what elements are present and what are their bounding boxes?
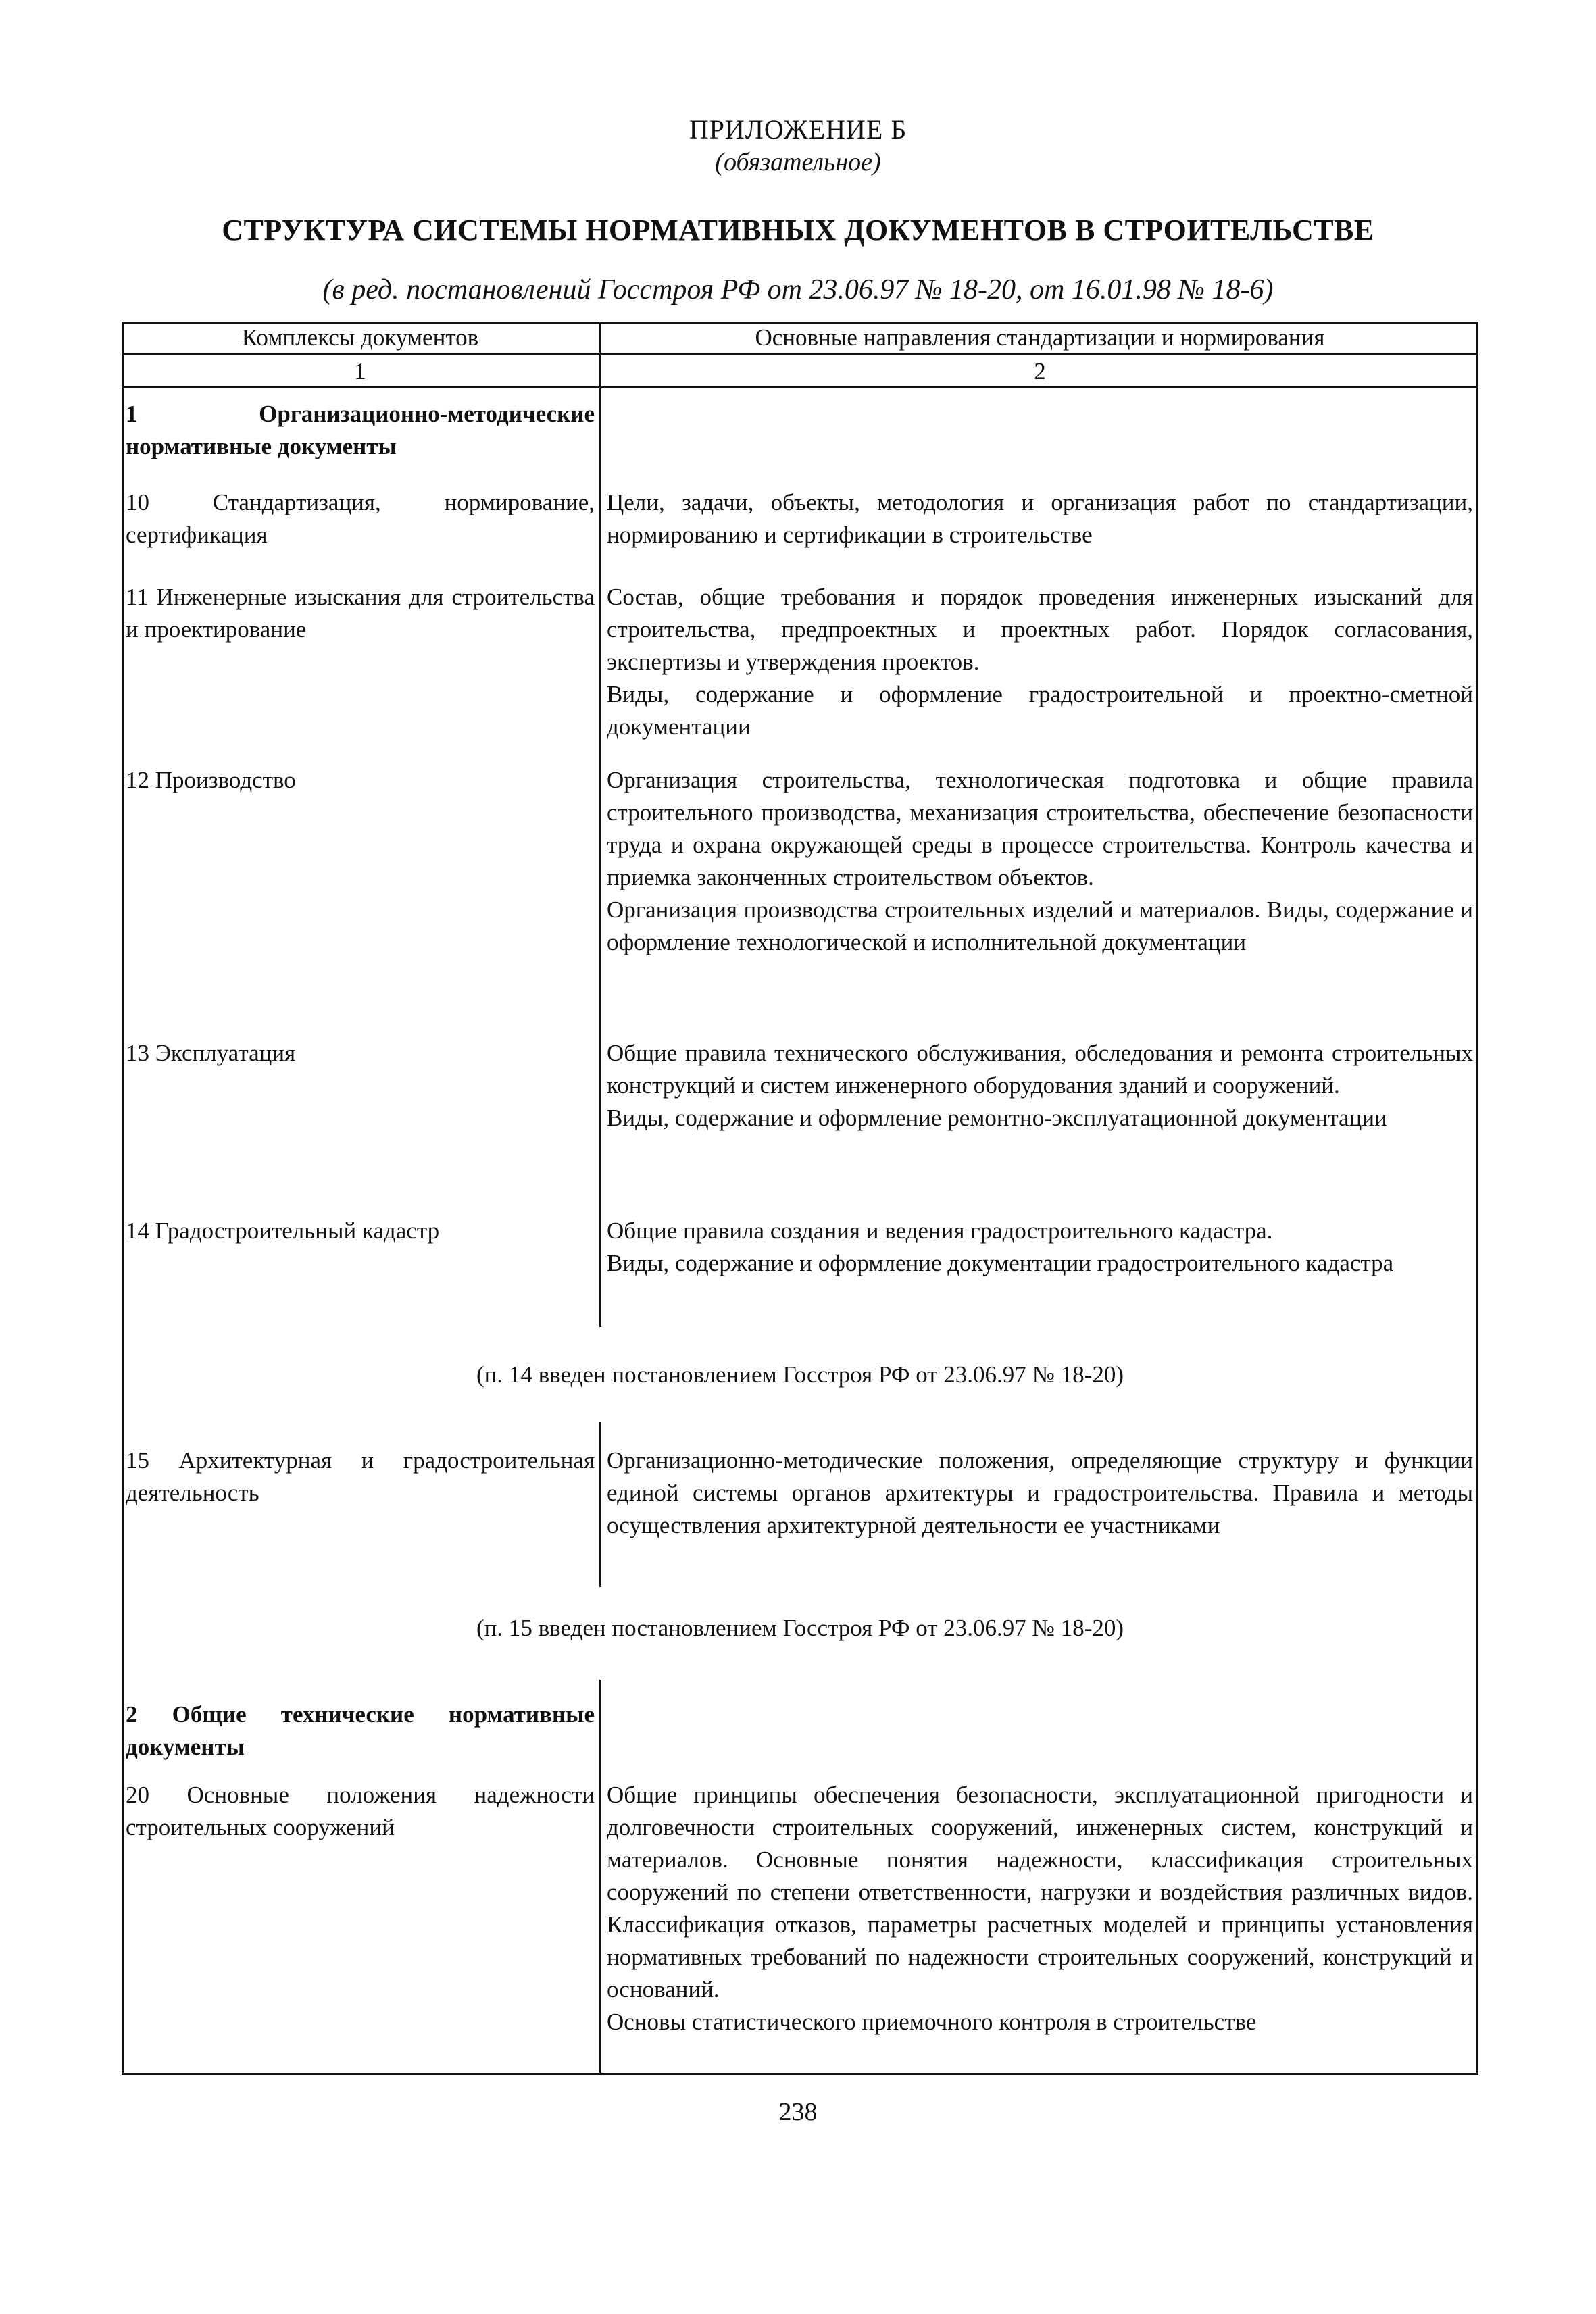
page-title: СТРУКТУРА СИСТЕМЫ НОРМАТИВНЫХ ДОКУМЕНТОВ В СТРОИТЕЛЬСТВЕ — [222, 213, 1374, 247]
section-heading-2: 2 Общие технические нормативные документы — [126, 1701, 595, 1760]
page-number: 238 — [778, 2098, 818, 2126]
table-row-complex: 10 Стандартизация, нормирование, сертификация — [126, 489, 595, 548]
section-heading-1: 1 Организационно-методические нормативные документы — [126, 401, 595, 459]
table-row-complex: 15 Архитектурная и градостроительная деятельность — [126, 1447, 595, 1506]
column-number-2: 2 — [1034, 358, 1046, 384]
column-divider — [599, 1680, 601, 2075]
table-row-complex: 20 Основные положения надежности строительных сооружений — [126, 1782, 595, 1840]
table-row-directions: Общие правила технического обслуживания, обследования и ремонта строительных конструкций и систем инженерного оборудования зданий и сооружений. Виды, содержание и оформление ремонтно-эксплуатационной документации — [607, 1040, 1473, 1131]
table-row-complex: 12 Производство — [126, 767, 296, 793]
table-row-directions: Состав, общие требования и порядок проведения инженерных изысканий для строительства, предпроектных и проектных работ. Порядок согласования, экспертизы и утверждения проектов. Виды, содержание и оформление градостроительной и проектно-сметной документации — [607, 584, 1473, 740]
column-header-complexes: Комплексы документов — [241, 324, 479, 351]
table-row-complex: 14 Градостроительный кадастр — [126, 1217, 440, 1244]
column-divider — [599, 1422, 601, 1587]
mandatory-label: (обязательное) — [715, 148, 881, 176]
amendment-note: (п. 14 введен постановлением Госстроя РФ от 23.06.97 № 18-20) — [476, 1361, 1124, 1388]
appendix-label: ПРИЛОЖЕНИЕ Б — [689, 114, 907, 145]
table-row-directions: Общие принципы обеспечения безопасности, эксплуатационной пригодности и долговечности строительных сооружений, инженерных систем, конструкций и материалов. Основные понятия надежности, классификация строительных сооружений по степени ответственности, нагрузки и воздействия различных видов. Классификация отказов, параметры расчетных моделей и принципы установления нормативных требований по надежности строительных сооружений, конструкций и оснований. Основы статистического приемочного контроля в строительстве — [607, 1782, 1473, 2035]
table-row-directions: Общие правила создания и ведения градостроительного кадастра. Виды, содержание и оформление документации градостроительного кадастра — [607, 1217, 1394, 1276]
table-row-complex: 11 Инженерные изыскания для строительства и проектирование — [126, 584, 595, 643]
amendment-note: (п. 15 введен постановлением Госстроя РФ от 23.06.97 № 18-20) — [476, 1615, 1124, 1641]
table-row-complex: 13 Эксплуатация — [126, 1040, 296, 1066]
table-row-directions: Организация строительства, технологическая подготовка и общие правила строительного производства, механизация строительства, обеспечение безопасности труда и охрана окружающей среды в процессе строительства. Контроль качества и приемка законченных строительством объектов. Организация производства строительных изделий и материалов. Виды, содержание и оформление технологической и исполнительной документации — [607, 767, 1473, 955]
edition-note: (в ред. постановлений Госстроя РФ от 23.06.97 № 18-20, от 16.01.98 № 18-6) — [322, 274, 1274, 305]
column-divider — [599, 322, 601, 1327]
table-row-directions: Цели, задачи, объекты, методология и организация работ по стандартизации, нормированию и сертификации в строительстве — [607, 489, 1473, 548]
column-number-1: 1 — [354, 358, 366, 384]
column-header-directions: Основные направления стандартизации и нормирования — [755, 324, 1325, 351]
norms-table — [122, 322, 1478, 2075]
table-row-directions: Организационно-методические положения, определяющие структуру и функции единой системы органов архитектуры и градостроительства. Правила и методы осуществления архитектурной деятельности ее участниками — [607, 1447, 1473, 1538]
